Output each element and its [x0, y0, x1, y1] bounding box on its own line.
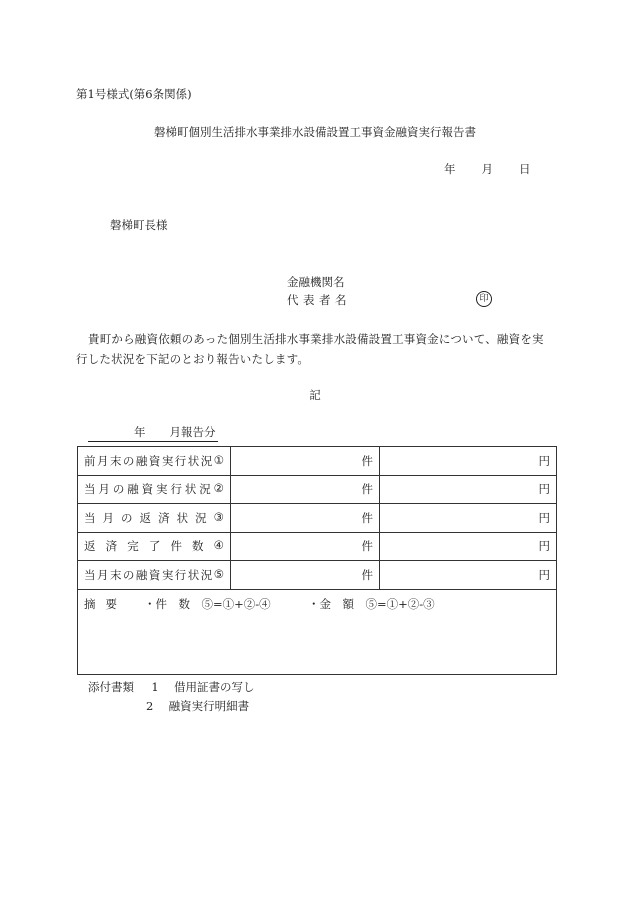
ki-heading: 記 [309, 388, 321, 402]
period-year: 年 [134, 425, 146, 439]
count-cell[interactable] [231, 475, 380, 504]
count-unit: 件 [361, 510, 373, 525]
seal-mark: 印 [476, 291, 492, 307]
row-label-text: 返 済 完 了 件 数 ④ [84, 538, 224, 554]
table-row [78, 475, 557, 504]
count-cell[interactable] [231, 447, 380, 476]
amount-cell[interactable] [380, 447, 557, 476]
attachment-text: 借用証書の写し [173, 680, 255, 694]
institution-label: 金融機関名 [287, 275, 345, 289]
count-unit: 件 [361, 539, 373, 554]
table-row [78, 447, 557, 476]
table-row [78, 561, 557, 590]
row-label [78, 475, 231, 504]
count-unit: 件 [361, 567, 373, 582]
row-label-text: 当 月 の 返 済 状 況 ③ [84, 509, 224, 525]
page-title: 磐梯町個別生活排水事業排水設備設置工事資金融資実行報告書 [154, 125, 476, 139]
attachment-number: 2 [146, 699, 154, 713]
amount-cell[interactable] [380, 532, 557, 561]
amount-unit: 円 [538, 539, 550, 554]
date-year: 年 [444, 162, 456, 176]
date-line [444, 161, 531, 177]
row-label [78, 532, 231, 561]
summary-count-formula: ・件 数 ⑤=①+②-④ [144, 596, 271, 611]
row-label [78, 504, 231, 533]
body-paragraph: 貴町から融資依頼のあった個別生活排水事業排水設備設置工事資金について、融資を実行した状況を下記のとおり報告いたします。 [76, 332, 544, 366]
representative-label: 代表者名 [287, 293, 351, 307]
amount-cell[interactable] [380, 475, 557, 504]
count-unit: 件 [361, 482, 373, 497]
amount-unit: 円 [538, 453, 550, 468]
count-unit: 件 [361, 453, 373, 468]
status-table [77, 446, 557, 675]
count-cell[interactable] [231, 532, 380, 561]
row-label [78, 561, 231, 590]
table-row [78, 532, 557, 561]
row-label-text: 当 月 末 の 融 資 実 行 状 況 ⑤ [84, 566, 224, 582]
amount-cell[interactable] [380, 561, 557, 590]
attachment-line-1 [88, 679, 254, 695]
amount-unit: 円 [538, 482, 550, 497]
date-month: 月 [481, 162, 493, 176]
attachment-label: 添付書類 [88, 680, 134, 694]
summary-cell [78, 589, 557, 674]
amount-unit: 円 [538, 510, 550, 525]
count-cell[interactable] [231, 561, 380, 590]
summary-amount-formula: ・金 額 ⑤=①+②-③ [308, 596, 435, 611]
row-label-text: 当 月 の 融 資 実 行 状 況 ② [84, 481, 224, 497]
row-label-text: 前 月 末 の 融 資 実 行 状 況 ① [84, 452, 224, 468]
attachment-line-2 [146, 698, 249, 714]
addressee: 磐梯町長様 [110, 218, 168, 232]
attachment-number: 1 [151, 680, 159, 694]
amount-cell[interactable] [380, 504, 557, 533]
amount-unit: 円 [538, 567, 550, 582]
date-day: 日 [519, 162, 531, 176]
row-label [78, 447, 231, 476]
form-number: 第1号様式(第6条関係) [76, 87, 192, 101]
period-month-label: 月報告分 [169, 425, 216, 439]
table-row [78, 504, 557, 533]
summary-label: 摘要 [84, 596, 127, 611]
attachment-text: 融資実行明細書 [168, 699, 250, 713]
count-cell[interactable] [231, 504, 380, 533]
report-period [88, 424, 218, 442]
